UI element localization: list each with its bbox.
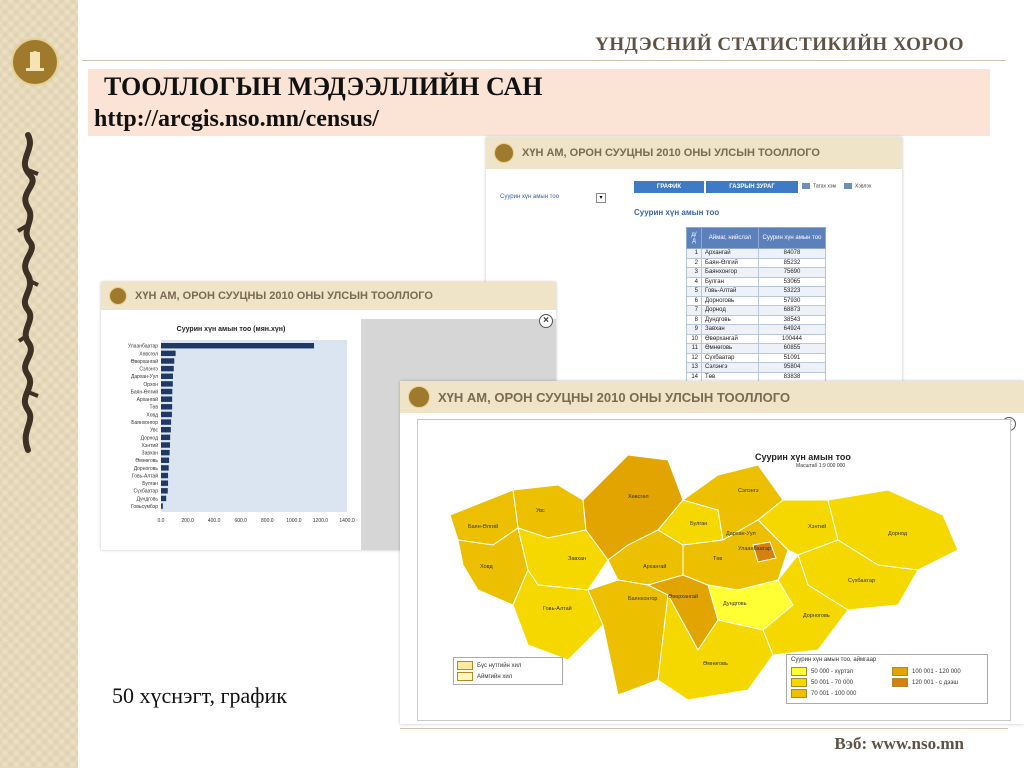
bar	[161, 343, 314, 348]
table-cell: Дундговь	[702, 315, 759, 325]
table-cell: 68873	[759, 306, 826, 316]
column-header: д/д	[687, 228, 702, 249]
category-label: Архангай	[136, 397, 158, 404]
table-row	[687, 344, 826, 354]
bar	[161, 396, 172, 401]
table-row	[687, 325, 826, 335]
region-label: Өвөрхангай	[668, 594, 699, 600]
x-tick-label: 1400.0	[339, 518, 355, 524]
bar	[161, 480, 168, 485]
app-header-title: ХҮН АМ, ОРОН СУУЦНЫ 2010 ОНЫ УЛСЫН ТООЛЛОГО	[135, 290, 433, 302]
census-logo-icon	[109, 287, 127, 305]
bar	[161, 404, 172, 409]
bar	[161, 503, 163, 508]
table-cell: 51091	[759, 353, 826, 363]
map-scale: Масштаб 1:9 000 000	[796, 463, 846, 469]
table-cell: 9	[687, 325, 702, 335]
table-row	[687, 306, 826, 316]
legend-item: 100 001 - 120 000	[892, 667, 961, 676]
download-icon	[802, 183, 810, 189]
category-label: Говь-Алтай	[131, 473, 158, 480]
table-cell: 53065	[759, 277, 826, 287]
print-icon	[844, 183, 852, 189]
bar	[161, 442, 170, 447]
category-label: Сэлэнгэ	[139, 366, 158, 373]
region-label: Улаанбаатар	[738, 546, 772, 552]
bar	[161, 473, 168, 478]
table-cell: Төв	[702, 372, 759, 382]
category-label: Улаанбаатар	[127, 343, 158, 350]
region-label: Увс	[536, 508, 545, 514]
bar	[161, 458, 169, 463]
table-row	[687, 296, 826, 306]
nso-emblem-icon	[11, 38, 59, 86]
table-cell: Баян-Өлгий	[702, 258, 759, 268]
header-divider	[82, 60, 1006, 61]
region-label: Булган	[690, 521, 708, 527]
region-label: Хэнтий	[808, 524, 827, 530]
bar	[161, 351, 176, 356]
category-label: Баян-Өлгий	[130, 389, 158, 396]
map-window	[400, 381, 1024, 724]
bar	[161, 435, 170, 440]
region-label: Сүхбаатар	[848, 578, 876, 584]
table-cell: Өвөрхангай	[702, 334, 759, 344]
table-cell: 84078	[759, 249, 826, 259]
bar	[161, 496, 166, 501]
table-row	[687, 287, 826, 297]
table-cell: 64924	[759, 325, 826, 335]
legend-item: 50 001 - 70 000	[791, 678, 853, 687]
legend-title: Суурин хүн амын тоо, аймгаар	[791, 657, 877, 663]
bar	[161, 358, 174, 363]
close-icon[interactable]: ×	[539, 314, 553, 328]
x-tick-label: 600.0	[234, 518, 247, 524]
table-cell: Сүхбаатар	[702, 353, 759, 363]
table-cell: Баянхонгор	[702, 268, 759, 278]
category-label: Өвөрхангай	[130, 358, 158, 365]
table-cell: 38543	[759, 315, 826, 325]
indicator-select[interactable]: Суурин хүн амын тоо	[500, 194, 560, 200]
region-label: Сэлэнгэ	[738, 488, 759, 494]
table-cell: 4	[687, 277, 702, 287]
bar	[161, 427, 171, 432]
slide-caption: 50 хүснэгт, график	[112, 683, 287, 708]
mongolian-script-decoration	[6, 130, 50, 460]
table-row	[687, 315, 826, 325]
table-cell: Өмнөговь	[702, 344, 759, 354]
region-label: Ховд	[480, 564, 493, 570]
tab-map[interactable]: ГАЗРЫН ЗУРАГ	[706, 181, 798, 193]
column-header: Аймаг, нийслэл	[702, 228, 759, 249]
region-label: Баянхонгор	[628, 596, 658, 602]
tab-chart[interactable]: ГРАФИК	[634, 181, 704, 193]
table-cell: Булган	[702, 277, 759, 287]
x-tick-label: 400.0	[207, 518, 221, 524]
table-cell: Дорноговь	[702, 296, 759, 306]
table-row	[687, 249, 826, 259]
table-cell: 13	[687, 363, 702, 373]
boundary-legend	[453, 657, 563, 685]
table-cell: Сэлэнгэ	[702, 363, 759, 373]
view-tabs	[634, 181, 800, 193]
region-label: Баян-Өлгий	[468, 524, 499, 530]
table-cell: 12	[687, 353, 702, 363]
table-cell: Архангай	[702, 249, 759, 259]
table-row	[687, 268, 826, 278]
table-cell: 3	[687, 268, 702, 278]
category-label: Булган	[142, 481, 158, 488]
x-tick-label: 0.0	[157, 518, 165, 524]
region-label: Төв	[713, 556, 723, 562]
footer-divider	[400, 728, 1008, 729]
download-link[interactable]: Татах хэм	[802, 183, 836, 189]
category-label: Дорноговь	[133, 465, 158, 472]
table-cell: 7	[687, 306, 702, 316]
category-label: Баянхонгор	[131, 420, 158, 426]
bar	[161, 389, 172, 394]
table-cell: 100444	[759, 334, 826, 344]
legend-item: Бүс нутгийн хил	[457, 661, 521, 670]
region-label: Дорноговь	[803, 613, 830, 619]
x-tick-label: 1200.0	[312, 518, 329, 524]
table-cell: 5	[687, 287, 702, 297]
x-tick-label: 1000.0	[286, 518, 302, 524]
bar	[161, 450, 170, 455]
census-url-link[interactable]: http://arcgis.nso.mn/census/	[94, 106, 379, 132]
legend-item: 50 000 - хүртэл	[791, 667, 853, 676]
table-cell: 8	[687, 315, 702, 325]
category-label: Орхон	[143, 381, 158, 388]
table-cell: 14	[687, 372, 702, 382]
column-header: Суурин хүн амын тоо	[759, 228, 826, 249]
bar	[161, 419, 171, 424]
table-cell: 95804	[759, 363, 826, 373]
legend-item: Аймгийн хил	[457, 672, 512, 681]
table-cell: 6	[687, 296, 702, 306]
table-cell: 2	[687, 258, 702, 268]
plot-area	[161, 340, 347, 512]
table-row	[687, 353, 826, 363]
bar	[161, 381, 173, 386]
population-table	[686, 227, 826, 382]
table-cell: 10	[687, 334, 702, 344]
website-footer: Вэб: www.nso.mn	[834, 734, 964, 753]
region-label: Өмнөговь	[703, 661, 728, 667]
category-label: Дорнод	[140, 435, 158, 442]
table-cell: Дорнод	[702, 306, 759, 316]
category-label: Ховд	[146, 412, 158, 419]
category-label: Хөвсгөл	[139, 351, 158, 358]
category-label: Завхан	[141, 450, 158, 457]
table-row	[687, 363, 826, 373]
table-cell: 57930	[759, 296, 826, 306]
table-title: Суурин хүн амын тоо	[634, 208, 720, 217]
table-window-header	[486, 137, 902, 169]
population-legend	[786, 654, 988, 704]
category-label: Дундговь	[136, 496, 158, 503]
region-label: Дорнод	[888, 531, 908, 537]
table-cell: 1	[687, 249, 702, 259]
region-label: Архангай	[643, 564, 667, 570]
map-title: Суурин хүн амын тоо	[755, 452, 851, 462]
region-label: Хөвсгөл	[628, 494, 649, 500]
chevron-down-icon[interactable]: ▾	[596, 193, 606, 203]
x-tick-label: 800.0	[261, 518, 274, 524]
table-cell: 60855	[759, 344, 826, 354]
table-cell: Завхан	[702, 325, 759, 335]
bar-chart	[103, 318, 361, 550]
chart-window-header	[101, 282, 556, 310]
bar	[161, 412, 172, 417]
print-link[interactable]: Хэвлэх	[844, 183, 871, 189]
region-label: Говь-Алтай	[543, 606, 572, 612]
app-header-title: ХҮН АМ, ОРОН СУУЦНЫ 2010 ОНЫ УЛСЫН ТООЛЛОГО	[438, 389, 791, 405]
census-logo-icon	[408, 386, 430, 408]
legend-item: 120 001 - с дээш	[892, 678, 958, 687]
bar-chart-svg	[103, 318, 361, 550]
region-label: Завхан	[568, 556, 587, 562]
left-decorative-bar	[0, 0, 78, 768]
category-label: Төв	[149, 404, 158, 411]
region-label: Дархан-Уул	[726, 531, 756, 537]
chart-title: Суурин хүн амын тоо (мян.хүн)	[176, 326, 286, 333]
x-tick-label: 200.0	[181, 518, 194, 524]
app-header-title: ХҮН АМ, ОРОН СУУЦНЫ 2010 ОНЫ УЛСЫН ТООЛЛОГО	[522, 147, 820, 159]
category-label: Хэнтий	[141, 442, 158, 449]
bar	[161, 488, 168, 493]
table-row	[687, 334, 826, 344]
table-row	[687, 258, 826, 268]
region-label: Дундговь	[723, 601, 747, 607]
bar	[161, 465, 169, 470]
table-cell: 53223	[759, 287, 826, 297]
bar	[161, 374, 173, 379]
category-label: Сүхбаатар	[133, 488, 158, 495]
table-cell: 11	[687, 344, 702, 354]
map-window-header	[400, 381, 1024, 413]
table-cell: 75690	[759, 268, 826, 278]
table-cell: 85232	[759, 258, 826, 268]
legend-item: 70 001 - 100 000	[791, 689, 856, 698]
category-label: Говьсүмбэр	[131, 504, 158, 510]
agency-name: ҮНДЭСНИЙ СТАТИСТИКИЙН ХОРОО	[595, 34, 964, 55]
table-cell: 83838	[759, 372, 826, 382]
category-label: Өмнөговь	[135, 458, 158, 465]
bar	[161, 366, 174, 371]
table-cell: Говь-Алтай	[702, 287, 759, 297]
slide-title: ТООЛЛОГЫН МЭДЭЭЛЛИЙН САН	[104, 72, 543, 101]
census-logo-icon	[494, 143, 514, 163]
table-row	[687, 277, 826, 287]
category-label: Дархан-Уул	[130, 374, 158, 381]
category-label: Увс	[150, 427, 158, 434]
